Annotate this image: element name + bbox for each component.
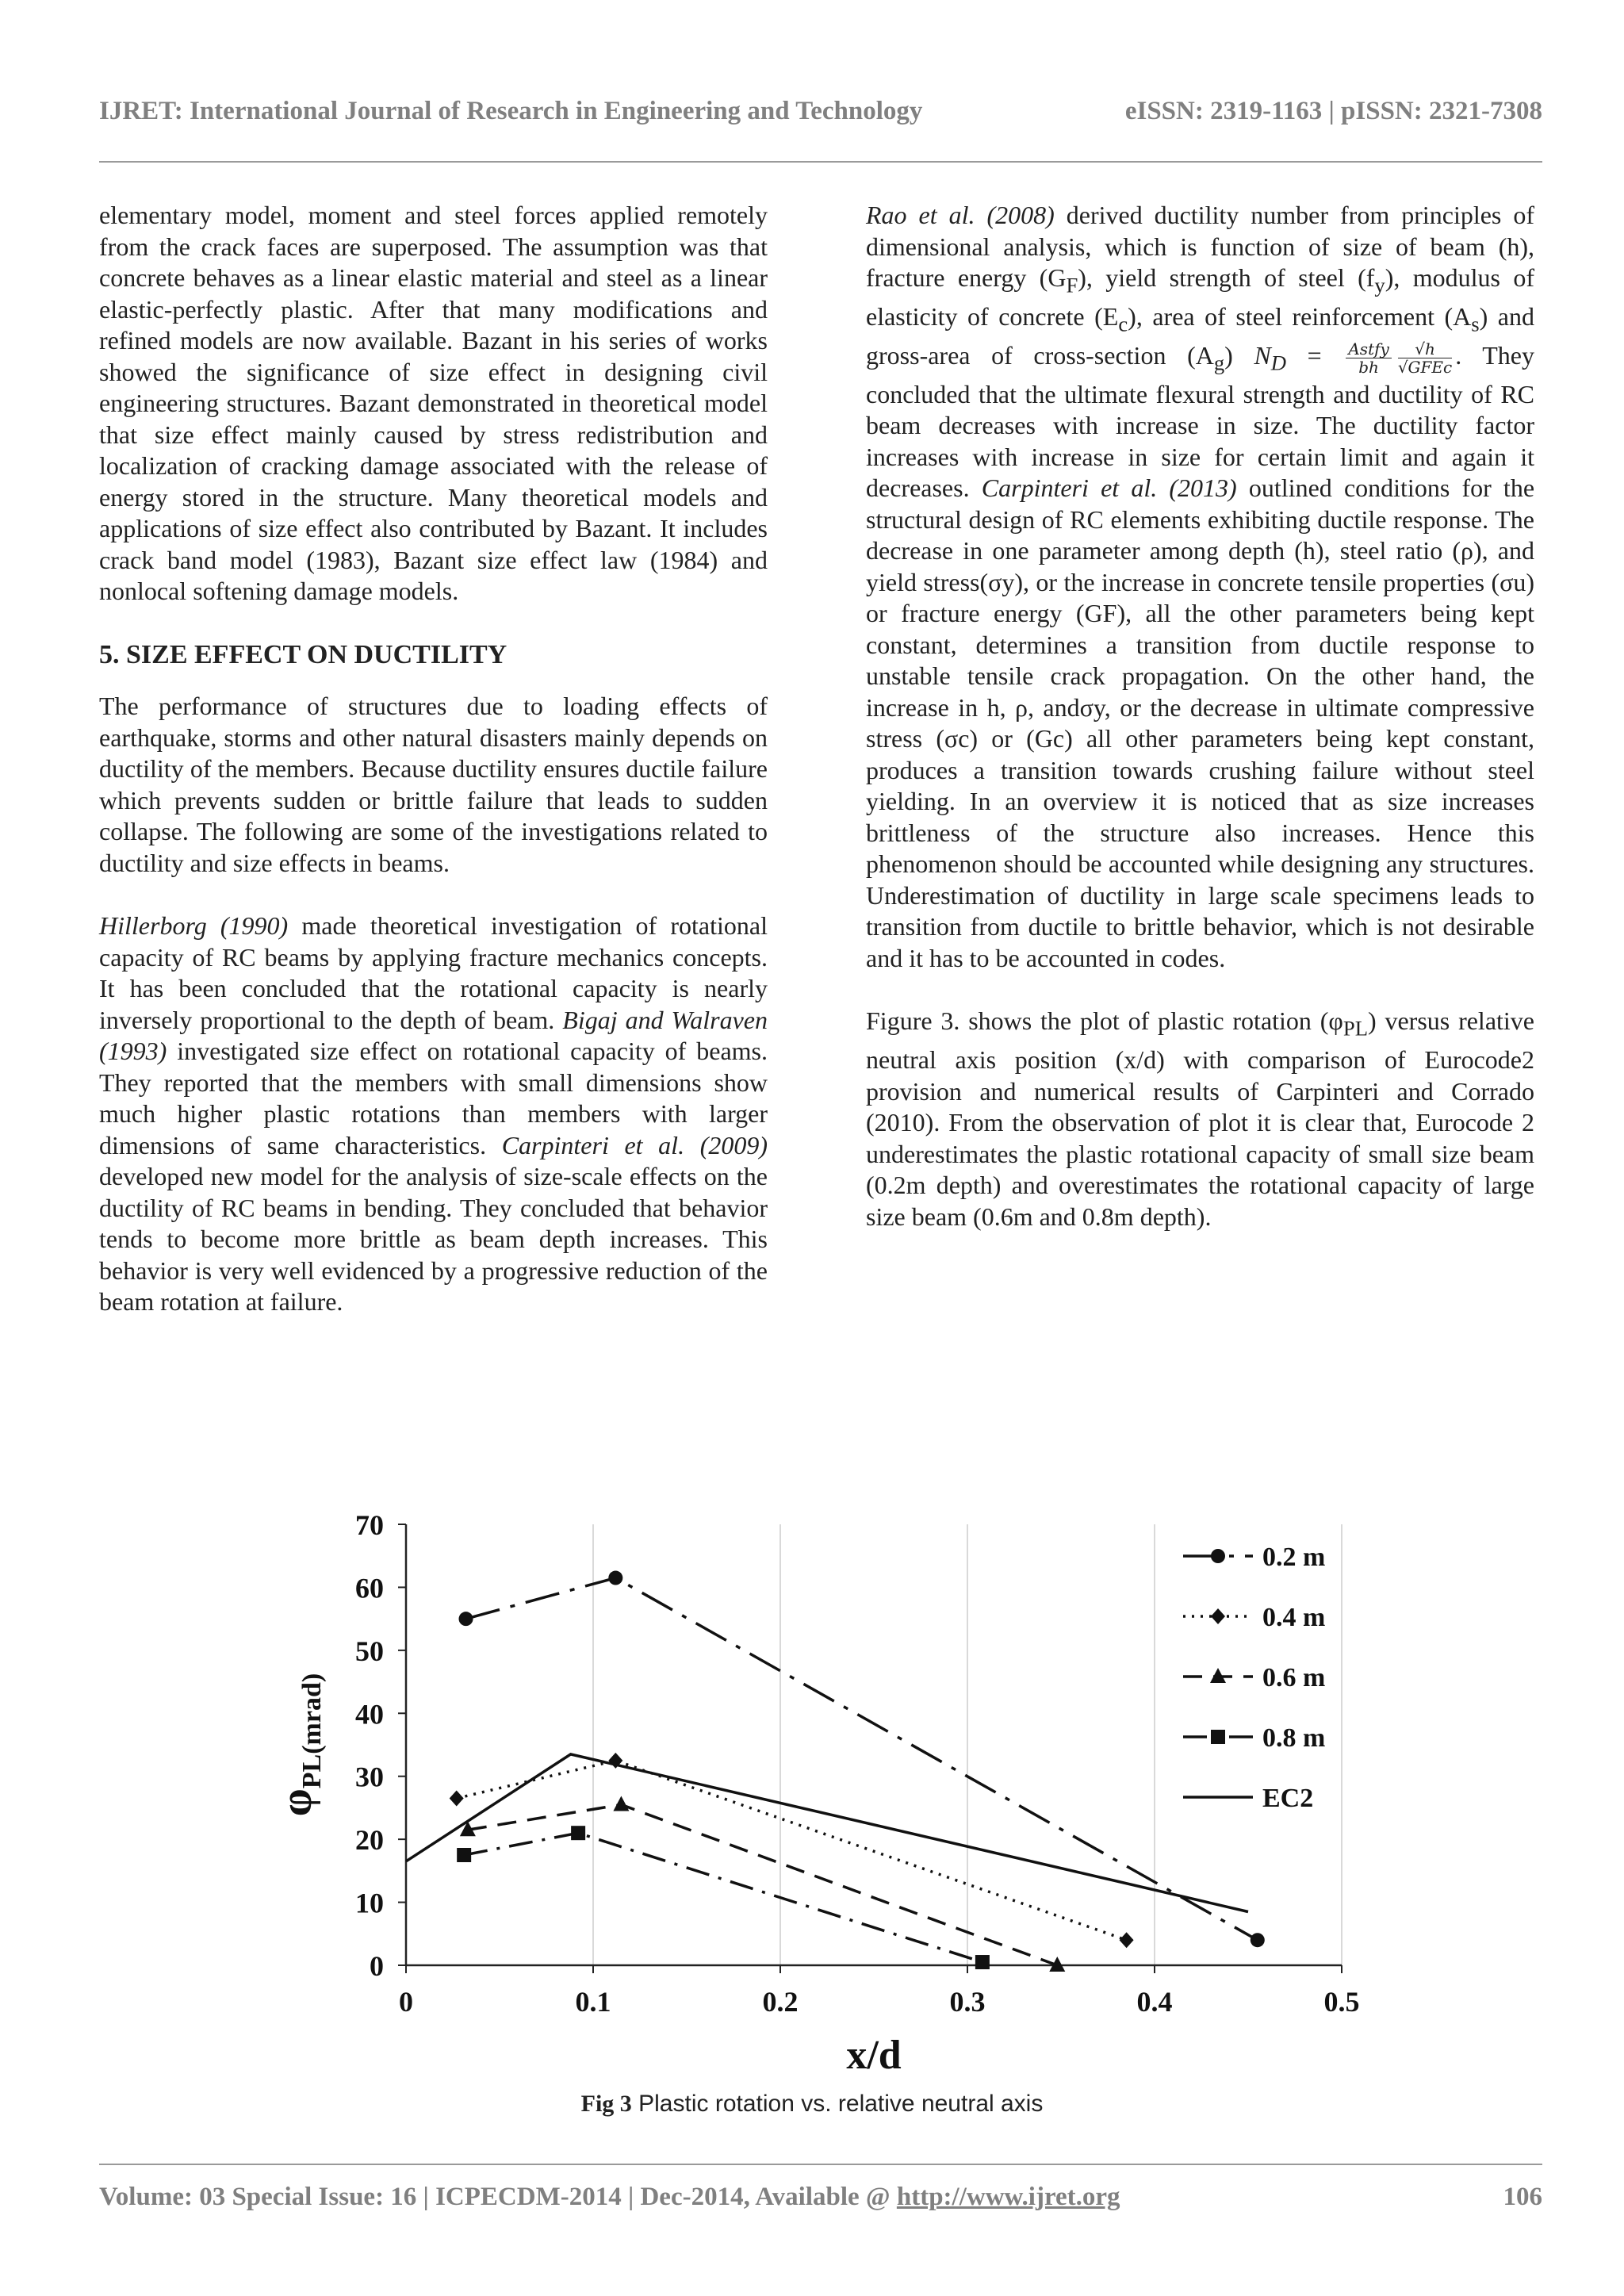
data-point-0-4m [450, 1791, 464, 1807]
series-line-ec2 [406, 1754, 1248, 1912]
issn: eISSN: 2319-1163 | pISSN: 2321-7308 [1124, 97, 1542, 125]
x-axis-label: x/d [846, 2033, 902, 2078]
y-tick-label: 40 [355, 1698, 384, 1731]
citation: Carpinteri et al. (2013) [981, 473, 1237, 503]
data-point-0-6m [613, 1796, 629, 1811]
x-tick-label: 0.4 [1136, 1986, 1173, 2018]
data-point-0-8m [975, 1955, 990, 1969]
x-tick-label: 0.5 [1323, 1986, 1360, 2018]
left-paragraph-3: Hillerborg (1990) made theoretical investigation of rotational capacity of RC beams by applying fracture mechanics concepts. It has been concluded that the rotational capacity is nearly inversely proportional to the depth of beam. Bigaj and Walraven (1993) investigated size effect on rotational capacity of beams. They reported that the members with small dimensions show much higher plastic rotations than members with larger dimensions of same characteristics. Carpinteri et al. (2009) developed new model for the analysis of size-scale effects on the ductility of RC beams in bending. They concluded that behavior tends to become more brittle as beam depth increases. This behavior is very well evidenced by a progressive reduction of the beam rotation at failure. [99, 911, 768, 1316]
y-tick-label: 50 [355, 1635, 384, 1667]
figure-caption: Fig 3 Plastic rotation vs. relative neutral axis [580, 2091, 1044, 2117]
page-header [99, 97, 1542, 128]
citation: Bigaj and Walraven (1993) [99, 1005, 768, 1065]
x-tick-label: 0.3 [949, 1986, 986, 2018]
right-column [866, 200, 1534, 1264]
legend-marker-0-4m [1211, 1608, 1225, 1624]
y-tick-label: 10 [355, 1887, 384, 1919]
y-tick-label: 60 [355, 1572, 384, 1604]
plastic-rotation-chart [0, 1491, 1624, 2078]
journal-title: IJRET: International Journal of Research in Engineering and Technology [99, 97, 923, 125]
left-column [99, 200, 768, 1350]
y-tick-label: 70 [355, 1509, 384, 1541]
legend-label-ec2: EC2 [1262, 1784, 1314, 1813]
data-point-0-8m [571, 1826, 585, 1840]
y-tick-label: 20 [355, 1824, 384, 1857]
data-point-0-2m [1251, 1933, 1265, 1947]
section-heading: 5. SIZE EFFECT ON DUCTILITY [99, 639, 508, 669]
citation: Carpinteri et al. (2009) [501, 1130, 768, 1159]
y-tick-label: 0 [370, 1950, 384, 1982]
data-point-0-2m [459, 1612, 473, 1626]
citation: Rao et al. (2008) [866, 201, 1055, 229]
data-point-0-2m [608, 1571, 622, 1585]
right-paragraph-1: Rao et al. (2008) derived ductility number from principles of dimensional analysis, which is function of size of beam (h), fracture energy $(G_F)$, yield strength of steel $(f_y)$, modulus of elasticity of concrete $(E_c)$, area of steel reinforcement $(A_s)$ and gross-area of cross-section $(A_g) N_D$ = $\frac{\text{Astfy}}{bh}$ $\frac{√h}{\text{√GFEc}}$ . They concluded that the ultimate flexural strength and ductility of RC beam decreases with increase in size. The ductility factor increases with increase in size for certain limit and again it decreases. Carpinteri et al. (2013) outlined conditions for the structural design of RC elements exhibiting ductile response. The decrease in one parameter among depth (h), steel ratio (ρ), and yield stress(σy), or the increase in concrete tensile properties (σu) or fracture energy (GF), all the other parameters being kept constant, determines a transition from ductile response to unstable tensile crack propagation. On the other hand, the increase in h, ρ, andσy, or the decrease in ultimate compressive stress (σc) or (Gc) all other parameters being kept constant, produces a transition towards crushing failure without steel yielding. In an overview it is noticed that as size increases brittleness of the structure also increases. Hence this phenomenon should be accounted while designing any structures. Underestimation of ductility in large scale specimens leads to transition from ductile to brittle behavior, which is not desirable and it has to be accounted in codes. [866, 201, 1535, 972]
legend-label-0-6m: 0.6 m [1262, 1663, 1326, 1692]
x-tick-label: 0.1 [575, 1986, 611, 2018]
legend-label-0-2m: 0.2 m [1262, 1543, 1326, 1572]
legend-marker-0-8m [1211, 1730, 1225, 1744]
right-paragraph-2: Figure 3. shows the plot of plastic rotation $(\varphi_{PL})$ versus relative neutral axis position (x/d) with comparison of Eurocode2 provision and numerical results of Carpinteri and Corrado (2010). From the observation of plot it is clear that, Eurocode 2 underestimates the plastic rotational capacity of small size beam (0.2m depth) and overestimates the rotational capacity of large size beam (0.6m and 0.8m depth). [866, 1006, 1535, 1231]
left-paragraph-2: The performance of structures due to loading effects of earthquake, storms and other natural disasters mainly depends on ductility of the members. Because ductility ensures ductile failure which prevents sudden or brittle failure that leads to sudden collapse. The following are some of the investigations related to ductility and size effects in beams. [99, 692, 768, 877]
ductility-formula: $N_D$ = $\frac{\text{Astfy}}{bh}$ $\frac{√h}{\text{√GFEc}}$ [1254, 339, 1453, 377]
footer-rule [99, 2164, 1542, 2165]
series-line-0-6m [468, 1804, 1057, 1965]
legend-label-0-8m: 0.8 m [1262, 1723, 1326, 1753]
x-tick-label: 0.2 [762, 1986, 799, 2018]
y-axis-label: $\varphi_{PL(mrad)}$ [272, 1673, 327, 1817]
citation: Hillerborg (1990) [99, 911, 289, 940]
page-number: 106 [1503, 2183, 1542, 2211]
data-point-0-8m [457, 1848, 471, 1862]
header-rule [99, 161, 1542, 163]
legend-marker-0-2m [1211, 1549, 1225, 1563]
data-point-0-4m [1120, 1932, 1134, 1948]
series-line-0-4m [457, 1761, 1127, 1940]
y-tick-label: 30 [355, 1761, 384, 1793]
journal-link[interactable]: http://www.ijret.org [896, 2183, 1120, 2211]
series-line-0-8m [464, 1833, 982, 1962]
x-tick-label: 0 [399, 1986, 413, 2018]
legend-label-0-4m: 0.4 m [1262, 1603, 1326, 1632]
left-paragraph-1: elementary model, moment and steel forces applied remotely from the crack faces are superposed. The assumption was that concrete behaves as a linear elastic material and steel as a linear elastic-perfectly plastic. After that many modifications and refined models are now available. Bazant in his series of works showed the significance of size effect in designing civil engineering structures. Bazant demonstrated in theoretical model that size effect mainly caused by stress redistribution and localization of cracking damage associated with the release of energy stored in the structure. Many theoretical models and applications of size effect also contributed by Bazant. It includes crack band model (1983), Bazant size effect law (1984) and nonlocal softening damage models. [99, 201, 768, 605]
